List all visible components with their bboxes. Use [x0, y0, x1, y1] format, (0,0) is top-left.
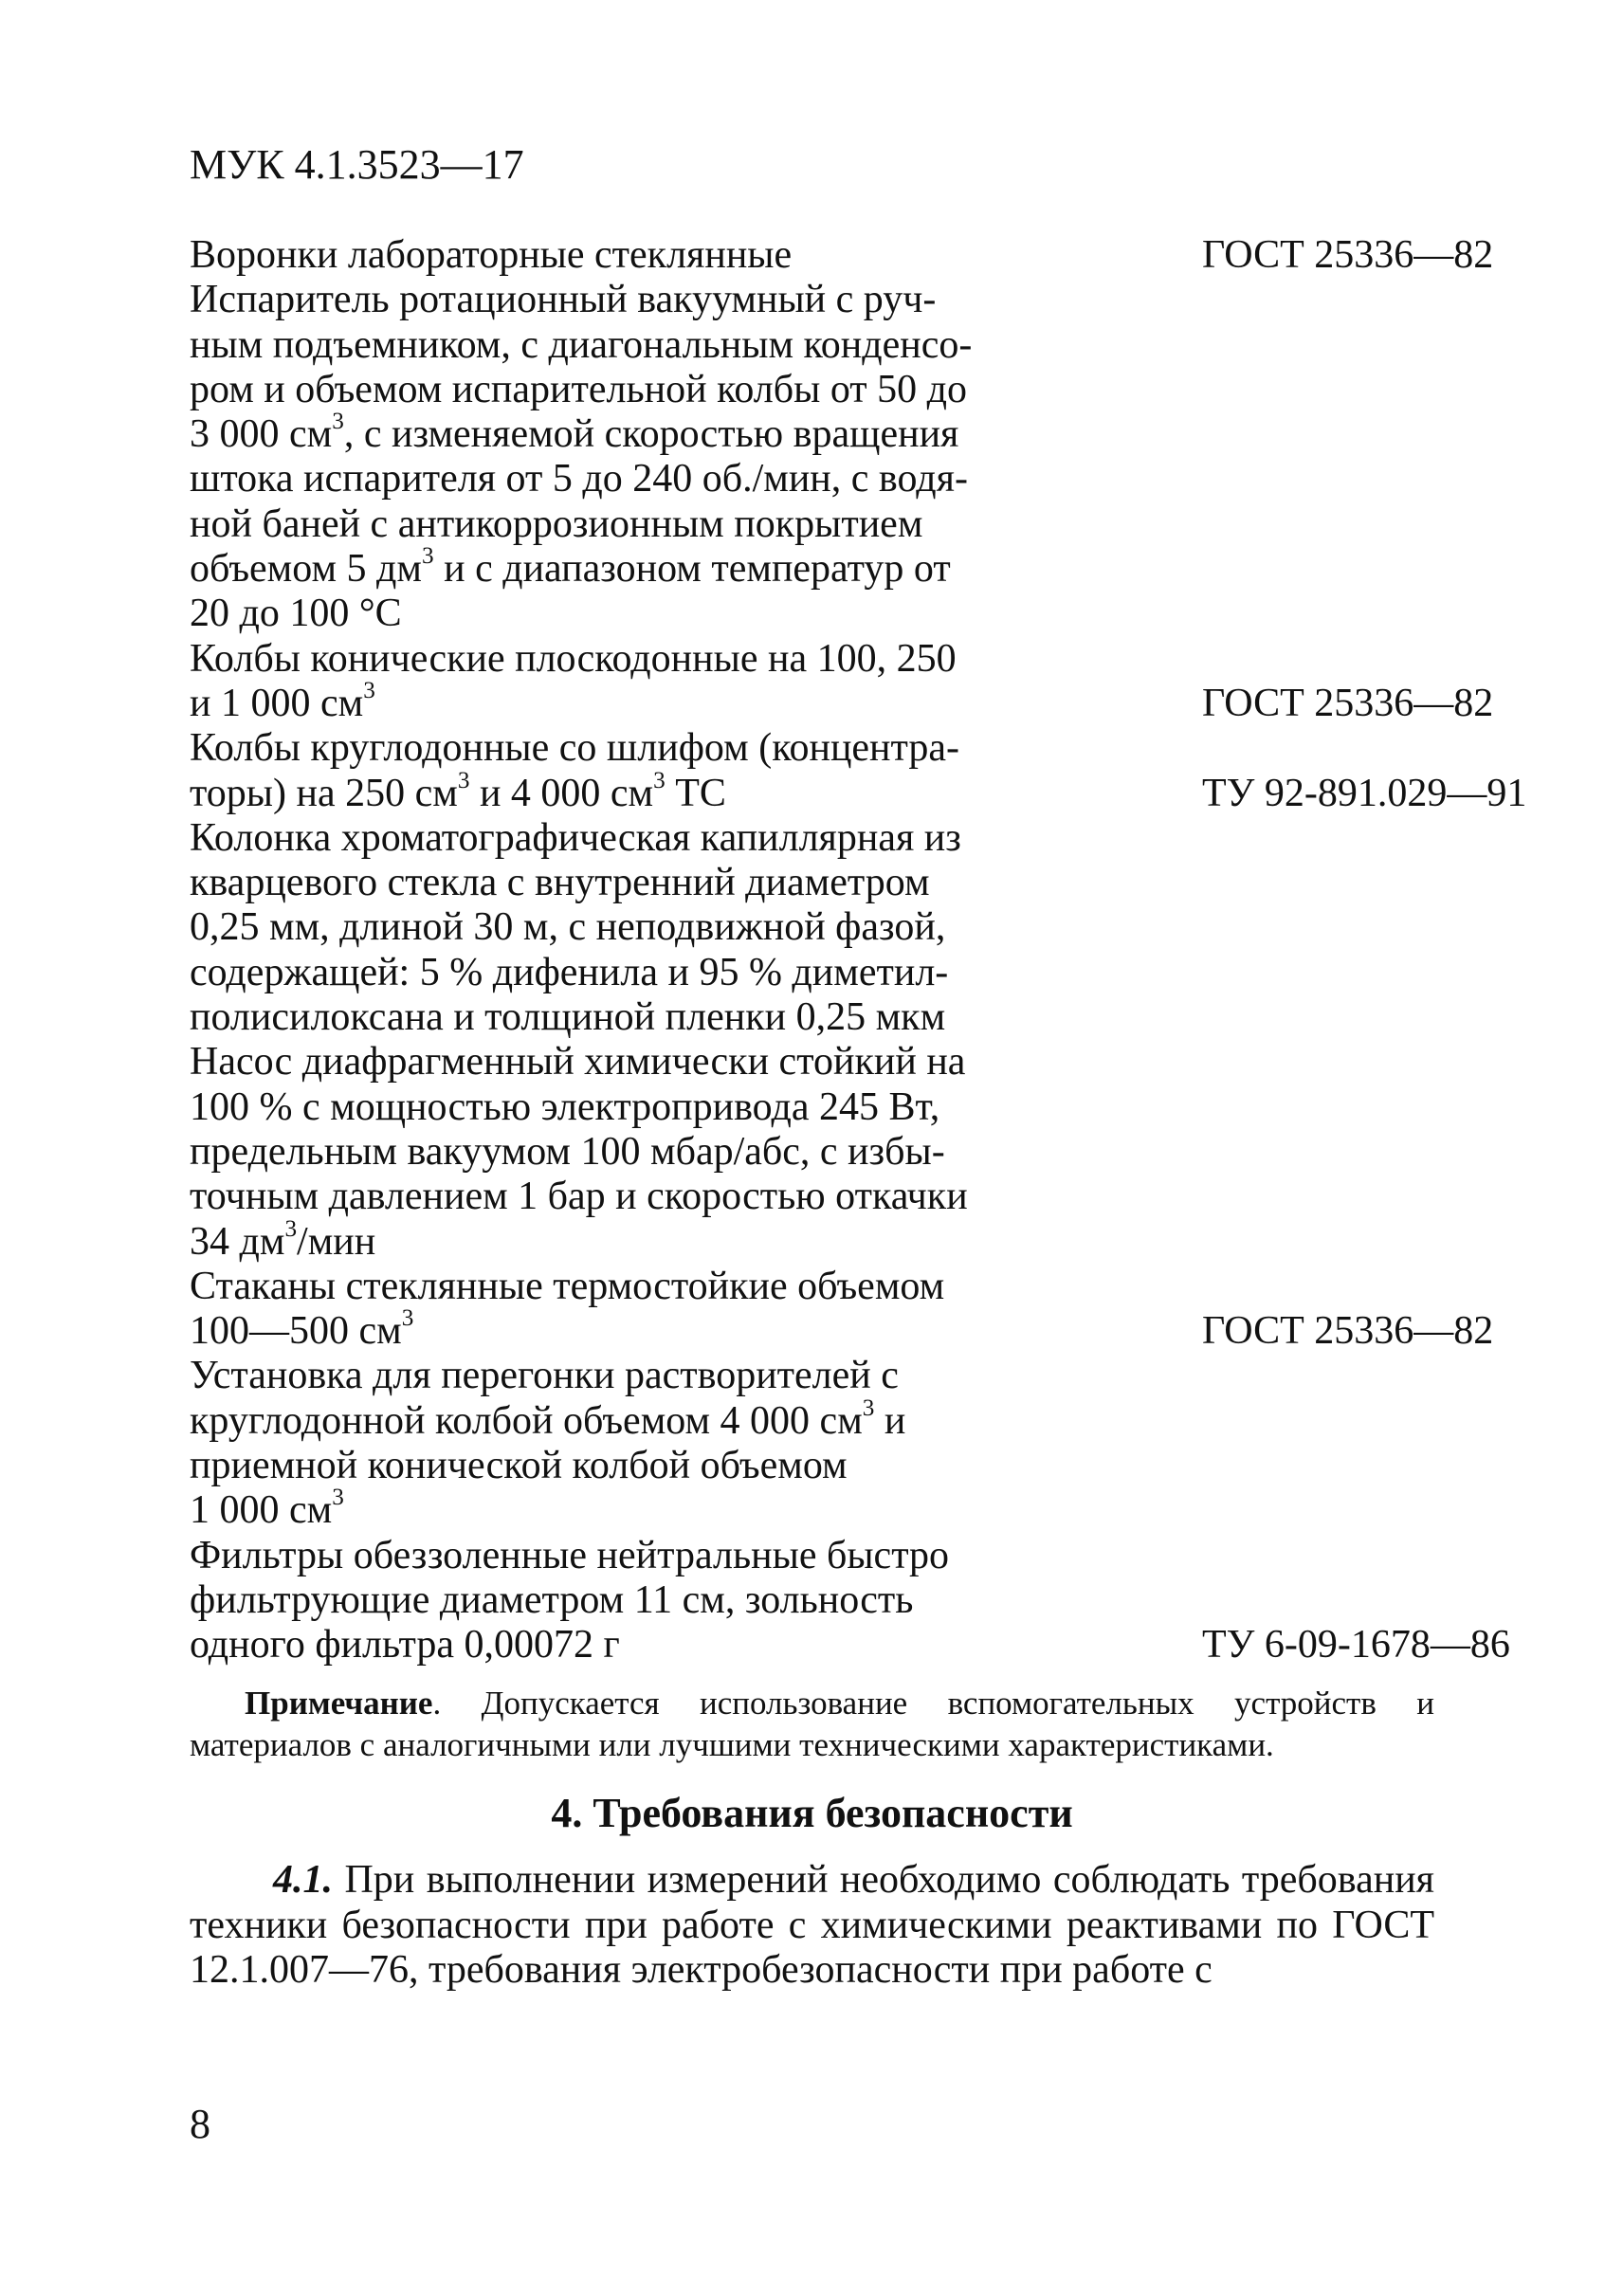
equipment-name: Колбы конические плоскодонные на 100, 250 — [190, 636, 957, 681]
equipment-line — [190, 1175, 1422, 1219]
equipment-line — [190, 278, 1422, 322]
equipment-line — [190, 1040, 1422, 1084]
equipment-name: ным подъемником, с диагональным конденсо- — [190, 322, 973, 367]
equipment-standard: ТУ 6-09-1678—86 — [1202, 1623, 1510, 1667]
equipment-name: и 1 000 $см^3$ — [190, 678, 375, 725]
equipment-line — [190, 816, 1422, 861]
equipment-name: Фильтры обеззоленные нейтральные быстро — [190, 1533, 950, 1577]
equipment-standard: ТУ 92-891.029—91 — [1202, 771, 1527, 815]
note-label: Примечание — [245, 1685, 433, 1722]
equipment-line — [190, 905, 1422, 950]
equipment-line — [190, 637, 1422, 682]
equipment-line — [190, 861, 1422, 905]
equipment-line — [190, 1534, 1422, 1578]
equipment-name: 34 $дм^3$/мин — [190, 1215, 376, 1264]
equipment-name: одного фильтра 0,00072 г — [190, 1623, 620, 1667]
equipment-name: 0,25 мм, длиной 30 м, с неподвижной фазой, — [190, 905, 946, 950]
superscript: 3 — [862, 1394, 875, 1421]
equipment-line — [190, 457, 1422, 501]
section-title: 4. Требования безопасности — [551, 1790, 1073, 1836]
superscript: 3 — [332, 409, 344, 435]
superscript: 3 — [422, 543, 434, 570]
superscript: 3 — [401, 1305, 414, 1332]
equipment-line — [190, 1130, 1422, 1175]
equipment-name: 1 000 $см^3$ — [190, 1485, 344, 1533]
equipment-line — [190, 726, 1422, 771]
equipment-name: приемной конической колбой объемом — [190, 1444, 848, 1488]
equipment-line — [190, 1485, 1422, 1533]
equipment-name: ной баней с антикоррозионным покрытием — [190, 501, 923, 546]
equipment-name: Стаканы стеклянные термостойкие объемом — [190, 1264, 945, 1308]
equipment-standard: ГОСТ 25336—82 — [1202, 233, 1494, 277]
equipment-line — [190, 233, 1494, 278]
equipment-name: содержащей: 5 % дифенила и 95 % диметил- — [190, 950, 949, 994]
equipment-line — [190, 1305, 1494, 1354]
equipment-name: Испаритель ротационный вакуумный с руч- — [190, 278, 937, 322]
document-header: МУК 4.1.3523—17 — [190, 141, 524, 188]
equipment-line — [190, 592, 1422, 636]
equipment-name: фильтрующие диаметром 11 см, зольность — [190, 1577, 914, 1622]
superscript: 3 — [363, 678, 375, 704]
note-text: . Допускается использование вспомогательных устройств и материалов с аналогичными или лучшими техническими характеристиками. — [190, 1685, 1434, 1763]
equipment-name: торы) на 250 $см^3$ и 4 000 $см^3$ ТС — [190, 767, 726, 815]
equipment-name: Колонка хроматографическая капиллярная из — [190, 815, 961, 860]
equipment-name: полисилоксана и толщиной пленки 0,25 мкм — [190, 995, 946, 1040]
equipment-line — [190, 409, 1422, 457]
equipment-name: 20 до 100 °С — [190, 592, 402, 636]
superscript: 3 — [653, 767, 666, 793]
equipment-line — [190, 1394, 1422, 1444]
equipment-name: Воронки лабораторные стеклянные — [190, 233, 793, 277]
equipment-line — [190, 1444, 1422, 1488]
equipment-name: круглодонной колбой объемом 4 000 $см^3$ и — [190, 1394, 906, 1443]
equipment-name: предельным вакуумом 100 мбар/абс, с избы- — [190, 1129, 945, 1174]
equipment-line — [190, 1265, 1422, 1309]
equipment-standard: ГОСТ 25336—82 — [1202, 1309, 1494, 1354]
equipment-line — [190, 951, 1422, 995]
equipment-name: точным давлением 1 бар и скоростью откачки — [190, 1175, 968, 1219]
equipment-line — [190, 502, 1422, 547]
paragraph-number: 4.1. — [273, 1858, 333, 1902]
equipment-line — [190, 767, 1527, 816]
equipment-name: Колбы круглодонные со шлифом (концентра- — [190, 726, 960, 771]
page-number: 8 — [190, 2101, 210, 2147]
note-paragraph — [190, 1683, 1434, 1766]
equipment-name: штока испарителя от 5 до 240 об./мин, с водя- — [190, 457, 968, 501]
equipment-line — [190, 1085, 1422, 1130]
equipment-line — [190, 323, 1422, 368]
equipment-line — [190, 368, 1422, 412]
safety-paragraph — [190, 1858, 1434, 1994]
equipment-line — [190, 678, 1494, 726]
equipment-name: 100—500 $см^3$ — [190, 1305, 414, 1354]
superscript: 3 — [332, 1485, 344, 1511]
equipment-line — [190, 543, 1422, 592]
superscript: 3 — [457, 767, 470, 793]
paragraph-text: При выполнении измерений необходимо соблюдать требования техники безопасности при работе с химическими реактивами по ГОСТ 12.1.007—76, требования электробезопасности при работе с — [190, 1858, 1434, 1992]
equipment-name: ром и объемом испарительной колбы от 50 до — [190, 367, 968, 411]
equipment-standard: ГОСТ 25336—82 — [1202, 681, 1494, 725]
equipment-name: Установка для перегонки растворителей с — [190, 1354, 899, 1398]
equipment-name: 3 000 $см^3$, с изменяемой скоростью вращения — [190, 409, 959, 457]
equipment-name: Насос диафрагменный химически стойкий на — [190, 1040, 966, 1084]
superscript: 3 — [284, 1215, 298, 1242]
equipment-list — [190, 233, 1527, 1668]
equipment-line — [190, 995, 1422, 1040]
equipment-line — [190, 1215, 1422, 1265]
equipment-line — [190, 1354, 1422, 1398]
equipment-line — [190, 1623, 1510, 1667]
equipment-name: кварцевого стекла с внутренний диаметром — [190, 861, 930, 905]
equipment-name: 100 % с мощностью электропривода 245 Вт, — [190, 1084, 940, 1129]
equipment-name: объемом 5 $дм^3$ и с диапазоном температур от — [190, 543, 951, 592]
equipment-line — [190, 1578, 1422, 1623]
